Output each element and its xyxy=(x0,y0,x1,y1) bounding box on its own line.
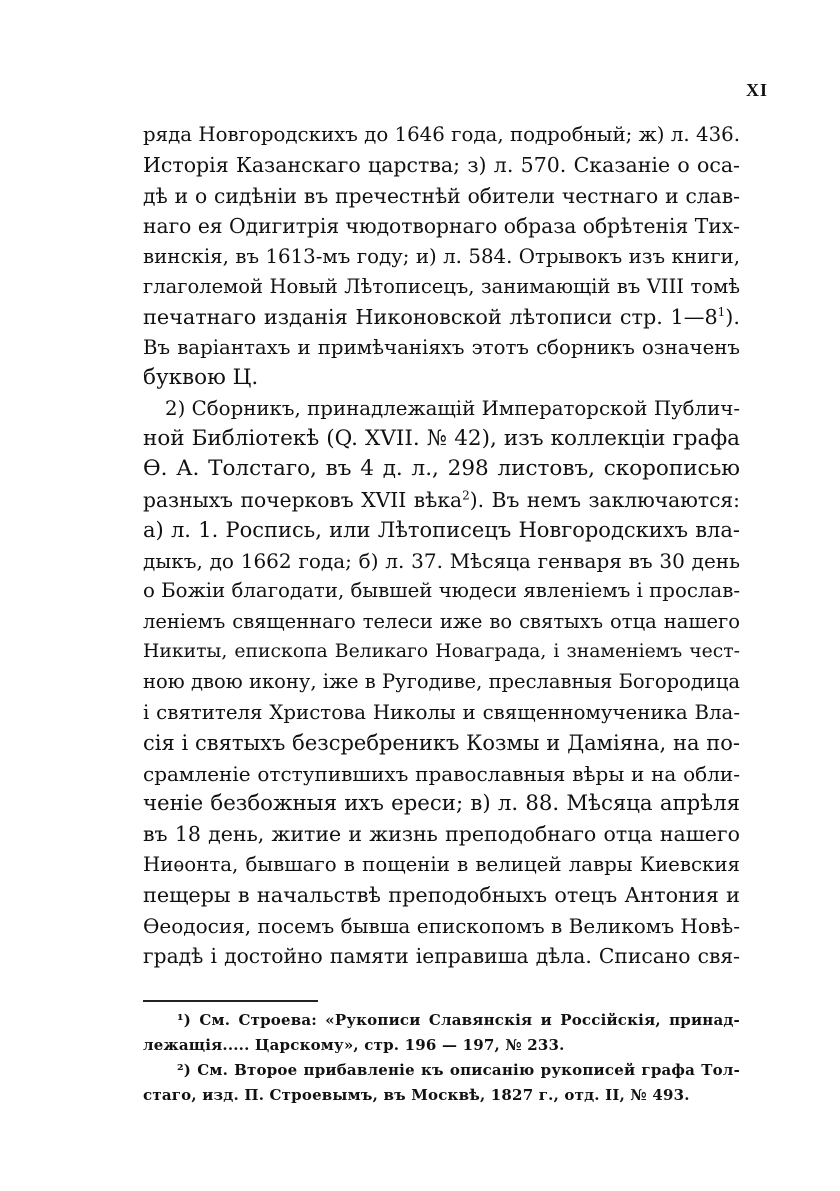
body-text xyxy=(143,120,740,971)
text-line: о Божіи благодати, бывшей чюдеси явленіемъ і прослав- xyxy=(143,579,741,603)
footnote-divider xyxy=(143,1000,318,1002)
text-line: въ 18 день, житие и жизнь преподобнаго отца нашего xyxy=(143,822,740,847)
text-line-with-note xyxy=(143,302,740,332)
text-line: буквою Ц. xyxy=(143,365,259,391)
text-line: а) л. 1. Роспись, или Лѣтописецъ Новгородскихъ вла- xyxy=(143,518,740,543)
text-line: дѣ и о сидѣніи въ пречестнѣй обители честнаго и слав- xyxy=(143,183,740,208)
text-line: ной Библіотекѣ (Q. XVII. № 42), изъ коллекціи графа xyxy=(143,426,740,452)
text-line: винскія, въ 1613-мъ году; и) л. 584. Отрывокъ изъ книги, xyxy=(143,244,740,268)
footnote-line: стаго, изд. П. Строевымъ, въ Москвѣ, 1827 г., отд. II, № 493. xyxy=(143,1086,690,1104)
text-line: Въ варіантахъ и примѣчаніяхъ этотъ сборникъ означенъ xyxy=(143,335,740,359)
text-line: дыкъ, до 1662 года; б) л. 37. Мѣсяца генваря въ 30 день xyxy=(143,548,740,573)
text-line: наго ея Одигитрія чюдотворнаго образа обрѣтенія Тих- xyxy=(143,214,740,239)
text-line-part: ). xyxy=(725,305,740,330)
text-line: Исторія Казанскаго царства; з) л. 570. Сказаніе о оса- xyxy=(143,153,740,178)
text-line: ченіе безбожныя ихъ ереси; в) л. 88. Мѣсяца апрѣля xyxy=(143,790,740,816)
footnotes xyxy=(143,1008,740,1108)
text-line: ряда Новгородскихъ до 1646 года, подробный; ж) л. 436. xyxy=(143,123,740,146)
text-line: ною двою икону, іже в Ругодиве, преславныя Богородица xyxy=(143,670,740,694)
footnote-mark: 1 xyxy=(717,305,726,320)
text-line: сія і святыхъ безсребреникъ Козмы и Даміяна, на по- xyxy=(143,731,740,756)
footnote-mark: 2 xyxy=(462,488,470,503)
text-line: Ѳ. А. Толстаго, въ 4 д. л., 298 листовъ, скорописью xyxy=(143,456,740,482)
text-line: і святителя Христова Николы и священномученика Вла- xyxy=(143,700,740,724)
text-line-part: ). Въ немъ заключаются: xyxy=(469,487,741,512)
text-line: глаголемой Новый Лѣтописецъ, занимающій въ VIII томѣ xyxy=(143,275,740,299)
text-line: 2) Сборникъ, принадлежащій Императорской Публич- xyxy=(165,396,740,420)
text-line: срамленіе отступившихъ православныя вѣры и на обли- xyxy=(143,761,740,786)
text-line-part: печатнаго изданія Никоновской лѣтописи стр. 1—8 xyxy=(143,305,718,330)
page-number: XI xyxy=(745,80,768,100)
text-line-part: разныхъ почерковъ XVII вѣка xyxy=(143,487,463,512)
text-line: пещеры в начальствѣ преподобныхъ отецъ Антония и xyxy=(143,883,740,908)
text-line: Ѳеодосия, посемъ бывша епископомъ в Великомъ Новѣ- xyxy=(143,913,740,938)
footnote-line: ¹) См. Строева: «Рукописи Славянскія и Россійскія, принад- xyxy=(177,1011,740,1029)
footnote-line: ²) См. Второе прибавленіе къ описанію рукописей графа Тол- xyxy=(177,1061,740,1079)
footnote-line: лежащія..... Царскому», стр. 196 — 197, № 233. xyxy=(143,1036,565,1054)
text-line: градѣ і достойно памяти іеправиша дѣла. Списано свя- xyxy=(143,943,740,968)
text-line-with-note xyxy=(143,485,740,515)
text-line: Ниѳонта, бывшаго в пощеніи в велицей лавры Киевския xyxy=(143,852,740,876)
text-line: Никиты, епископа Великаго Новаграда, і знаменіемъ чест- xyxy=(143,640,740,662)
text-line: леніемъ священнаго телеси иже во святыхъ отца нашего xyxy=(143,609,740,633)
